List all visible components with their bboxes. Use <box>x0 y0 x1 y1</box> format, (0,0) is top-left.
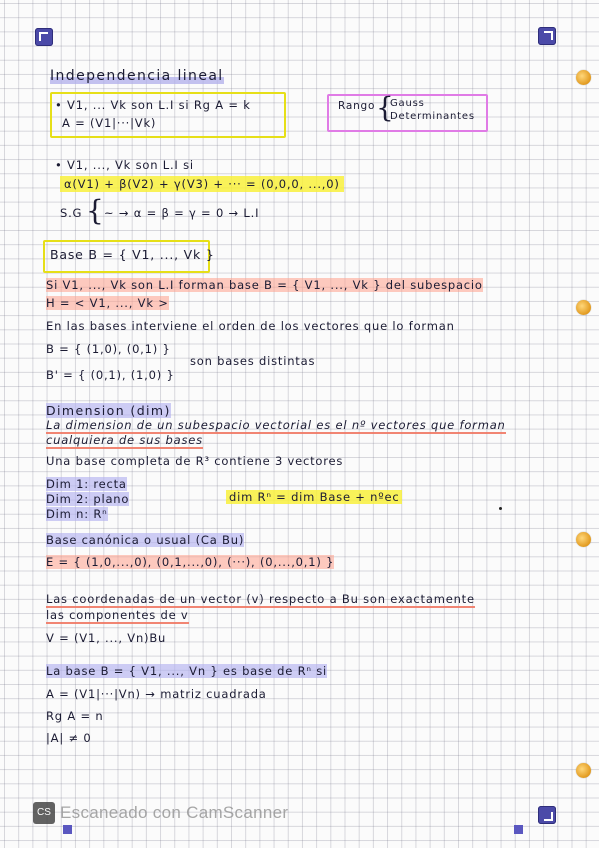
dimension-formula: dim Rⁿ = dim Base + nºec <box>226 490 402 504</box>
dimension-dimn: Dim n: Rⁿ <box>46 507 108 521</box>
corner-mark-top-right <box>538 27 556 45</box>
rango-option-gauss: Gauss <box>390 98 425 109</box>
corner-mark-top-left <box>35 28 53 46</box>
rango-label: Rango <box>338 100 376 112</box>
canonica-title: Base canónica o usual (Ca Bu) <box>46 533 245 547</box>
dimension-def-line1: La dimension de un subespacio vectorial es el nº vectores que forman <box>46 418 506 432</box>
rango-option-determinantes: Determinantes <box>390 111 475 122</box>
base-example-1: B = { (1,0), (0,1) } <box>46 342 171 356</box>
corner-mark-bottom-right <box>538 806 556 824</box>
independencia-title: Independencia lineal <box>50 68 224 84</box>
corner-square-bottom-left <box>63 825 72 834</box>
dimension-dim1: Dim 1: recta <box>46 477 127 491</box>
camscanner-watermark: Escaneado con CamScanner <box>60 803 289 822</box>
sg-brace: { <box>86 194 104 227</box>
base-example-note: son bases distintas <box>190 354 316 368</box>
ink-dot <box>499 507 502 510</box>
sg-label: S.G <box>60 206 83 220</box>
rango-brace: { <box>376 91 394 124</box>
canonica-crit3: |A| ≠ 0 <box>46 731 92 745</box>
base-box-title: Base B = { V1, ..., Vk } <box>50 247 215 262</box>
base-line1: Si V1, ..., Vk son L.I forman base B = { V1, ..., Vk } del subespacio <box>46 278 483 292</box>
canonica-crit2: Rg A = n <box>46 709 104 723</box>
binder-hole-1 <box>576 70 591 85</box>
binder-hole-4 <box>576 763 591 778</box>
binder-hole-3 <box>576 532 591 547</box>
canonica-coord-line2: las componentes de v <box>46 608 189 622</box>
dimension-title: Dimension (dim) <box>46 403 171 418</box>
corner-square-bottom-right <box>514 825 523 834</box>
dimension-def-line2: cualquiera de sus bases <box>46 433 203 447</box>
sg-content: ~ → α = β = γ = 0 → L.I <box>104 206 260 220</box>
independencia-box-line2: A = (V1|···|Vk) <box>62 116 157 130</box>
independencia-box-line1: • V1, ... Vk son L.I si Rg A = k <box>55 98 251 112</box>
canonica-set: E = { (1,0,...,0), (0,1,...,0), (···), (0,...,0,1) } <box>46 555 335 569</box>
canonica-v-eq: V = (V1, ..., Vn)Bu <box>46 631 167 645</box>
binder-hole-2 <box>576 300 591 315</box>
canonica-crit1: A = (V1|···|Vn) → matriz cuadrada <box>46 687 267 701</box>
base-example-2: B' = { (0,1), (1,0) } <box>46 368 175 382</box>
dimension-dim2: Dim 2: plano <box>46 492 130 506</box>
independencia-equation: α(V1) + β(V2) + γ(V3) + ··· = (0,0,0, ...,0) <box>60 176 344 192</box>
base-line2: H = < V1, ..., Vk > <box>46 296 169 310</box>
canonica-coord-line1: Las coordenadas de un vector (v) respecto a Bu son exactamente <box>46 592 475 606</box>
canonica-criterion: La base B = { V1, ..., Vn } es base de Rⁿ si <box>46 664 327 678</box>
dimension-line3: Una base completa de R³ contiene 3 vectores <box>46 454 344 468</box>
independencia-line-b1: • V1, ..., Vk son L.I si <box>55 158 194 172</box>
camscanner-logo: CS <box>33 802 55 824</box>
base-line3: En las bases interviene el orden de los vectores que lo forman <box>46 319 455 333</box>
